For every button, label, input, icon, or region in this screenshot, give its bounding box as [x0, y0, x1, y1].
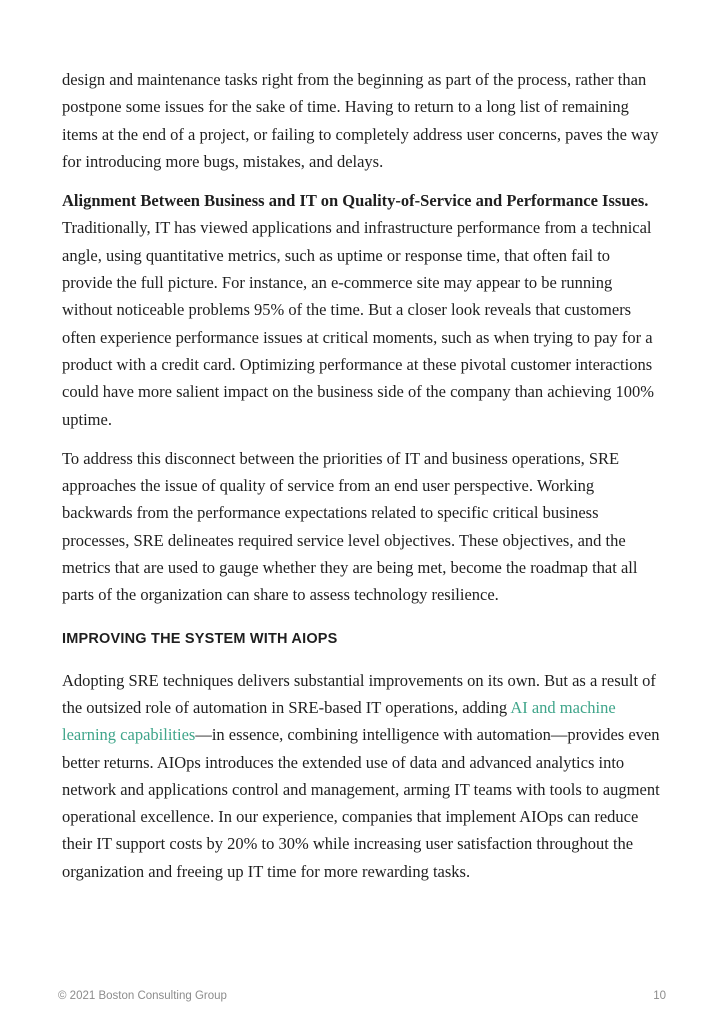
- section-heading-aiops: IMPROVING THE SYSTEM WITH AIOPS: [62, 630, 338, 647]
- paragraph-text: Traditionally, IT has viewed applications and infrastructure performance from a technical angle, using quantitative metrics, such as uptime or response time, that often fail to provide the full picture. For instance, an e-commerce site may appear to be running without noticeable problems 95% of the time. But a closer look reveals that customers often experience performance issues at critical moments, such as when trying to pay for a product with a credit card. Optimizing performance at these pivotal customer interactions could have more salient impact on the business side of the company than achieving 100% uptime.: [62, 218, 655, 429]
- paragraph-adopting-sre: [62, 667, 664, 885]
- paragraph-text: —in essence, combining intelligence with automation—provides even better returns. AIOps introduces the extended use of data and advanced analytics into network and applications control and management, arming IT teams with tools to augment operational excellence. In our experience, companies that implement AIOps can reduce their IT support costs by 20% to 30% while increasing user satisfaction throughout the organization and freeing up IT time for more rewarding tasks.: [62, 725, 660, 881]
- footer-copyright: © 2021 Boston Consulting Group: [58, 990, 227, 1002]
- paragraph-text: Adopting SRE techniques delivers substantial improvements on its own. But as a result of the outsized role of automation in SRE-based IT operations, adding: [62, 670, 656, 717]
- paragraph-disconnect: [62, 445, 664, 609]
- footer-page-number: 10: [653, 990, 666, 1002]
- paragraph-text: To address this disconnect between the priorities of IT and business operations, SRE approaches the issue of quality of service from an end user perspective. Working backwards from the performance expectations related to specific critical business processes, SRE delineates required service level objectives. These objectives, and the metrics that are used to gauge whether they are being met, become the roadmap that all parts of the organization can share to assess technology resilience.: [62, 448, 638, 605]
- document-body: [62, 66, 664, 897]
- paragraph-text: design and maintenance tasks right from the beginning as part of the process, rather than postpone some issues for the sake of time. Having to return to a long list of remaining items at the end of a project, or failing to completely address user concerns, paves the way for introducing more bugs, mistakes, and delays.: [62, 70, 659, 171]
- paragraph-design-maintenance: [62, 66, 664, 175]
- page-footer: [58, 990, 666, 1002]
- paragraph-business-it-alignment: [62, 187, 664, 433]
- paragraph-run-in-heading: Alignment Between Business and IT on Quality-of-Service and Performance Issues.: [62, 191, 649, 211]
- ai-ml-capabilities-link[interactable]: AI and machine learning capabilities: [62, 697, 616, 745]
